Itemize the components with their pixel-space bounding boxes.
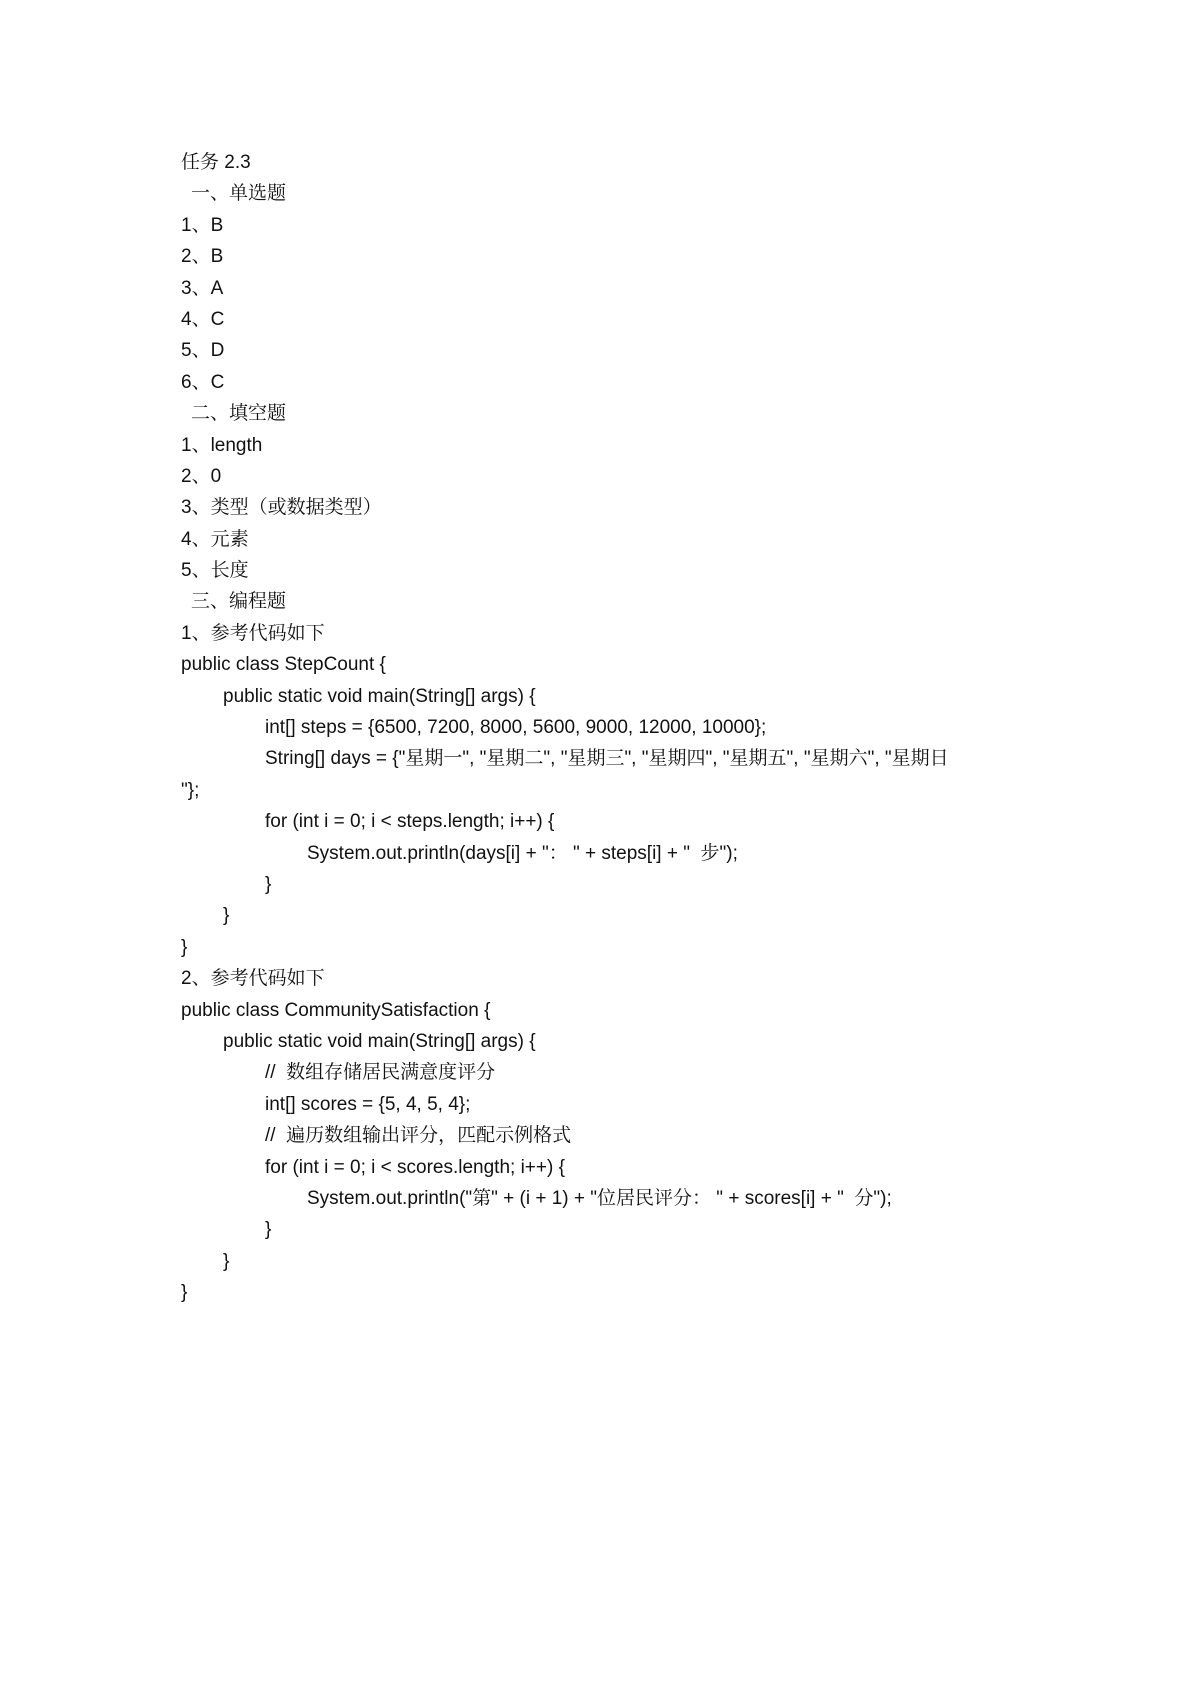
- question-label: 2、参考代码如下: [181, 968, 325, 990]
- answer-line: 2、B: [181, 246, 224, 268]
- document-content: [181, 147, 1031, 1308]
- answer-line: 5、D: [181, 340, 225, 362]
- code-line: }: [223, 905, 230, 927]
- code-line: int[] scores = {5, 4, 5, 4};: [265, 1093, 471, 1115]
- answer-line: 6、C: [181, 371, 225, 393]
- answer-line: 1、B: [181, 214, 224, 236]
- code-line: }: [265, 1219, 272, 1241]
- task-title: 任务 2.3: [181, 152, 251, 173]
- code-line: }: [181, 936, 188, 958]
- code-line: for (int i = 0; i < steps.length; i++) {: [265, 811, 555, 833]
- question-label: 1、参考代码如下: [181, 622, 325, 644]
- answer-line: 5、长度: [181, 560, 249, 582]
- answer-line: 2、0: [181, 465, 222, 487]
- code-line: public static void main(String[] args) {: [223, 1030, 536, 1052]
- code-line: for (int i = 0; i < scores.length; i++) {: [265, 1156, 565, 1178]
- section-heading-fill-blank: 二、填空题: [191, 403, 287, 425]
- code-line: }: [181, 1282, 188, 1304]
- answer-line: 1、length: [181, 434, 263, 456]
- code-comment-line: // 遍历数组输出评分，匹配示例格式: [265, 1125, 572, 1147]
- code-line: public static void main(String[] args) {: [223, 685, 536, 707]
- code-comment-line: // 数组存储居民满意度评分: [265, 1062, 496, 1084]
- answer-line: 4、C: [181, 308, 225, 330]
- answer-line: 4、元素: [181, 528, 249, 550]
- section-heading-programming: 三、编程题: [191, 591, 287, 613]
- code-line: int[] steps = {6500, 7200, 8000, 5600, 9000, 12000, 10000};: [265, 717, 767, 739]
- code-line: System.out.println("第" + (i + 1) + "位居民评分： " + scores[i] + " 分");: [307, 1187, 892, 1209]
- code-line: }: [223, 1250, 230, 1272]
- code-line: System.out.println(days[i] + "： " + steps[i] + " 步");: [307, 842, 738, 864]
- answer-line: 3、类型（或数据类型）: [181, 497, 382, 519]
- code-line: public class StepCount {: [181, 654, 386, 676]
- code-line: "};: [181, 779, 200, 801]
- code-line: public class CommunitySatisfaction {: [181, 999, 491, 1021]
- code-line: }: [265, 873, 272, 895]
- answer-line: 3、A: [181, 277, 224, 299]
- code-line: String[] days = {"星期一", "星期二", "星期三", "星期四", "星期五", "星期六", "星期日: [265, 748, 949, 770]
- section-heading-single-choice: 一、单选题: [191, 183, 287, 205]
